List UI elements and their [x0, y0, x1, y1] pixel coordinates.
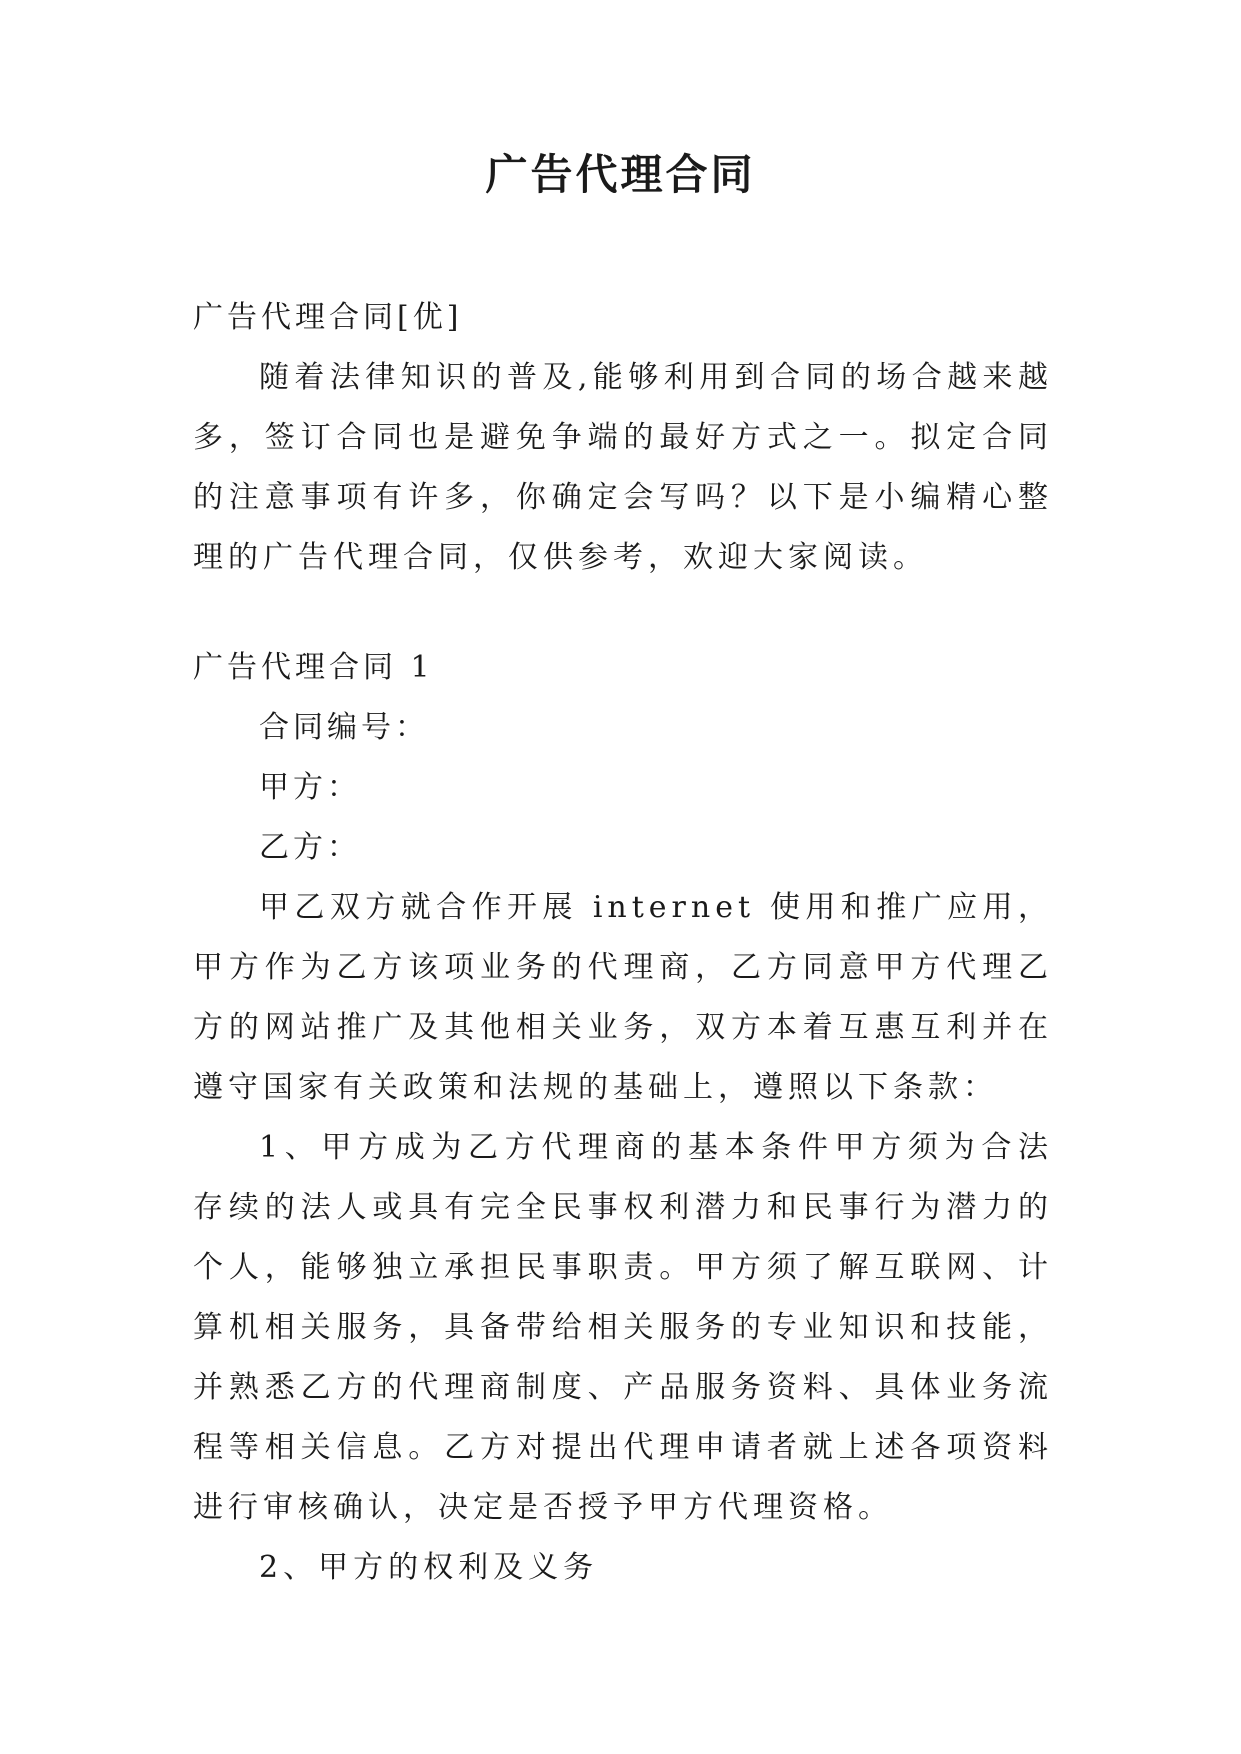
document-body [193, 288, 1053, 1598]
party-b-label: 乙方： [259, 830, 361, 865]
party-a-label: 甲方： [259, 770, 361, 805]
section-heading: 广告代理合同 1 [193, 650, 434, 685]
contract-number-label: 合同编号： [259, 710, 429, 745]
intro-paragraph: 随着法律知识的普及,能够利用到合同的场合越来越多，签订合同也是避免争端的最好方式之一。拟定合同的注意事项有许多，你确定会写吗？以下是小编精心整理的广告代理合同，仅供参考，欢迎大家阅读。 [193, 360, 1053, 575]
document-subtitle: 广告代理合同[优] [193, 300, 463, 335]
clause-2-heading: 2、甲方的权利及义务 [259, 1550, 599, 1585]
preamble-paragraph: 甲乙双方就合作开展 internet 使用和推广应用，甲方作为乙方该项业务的代理商，乙方同意甲方代理乙方的网站推广及其他相关业务，双方本着互惠互利并在遵守国家有关政策和法规的基础上，遵照以下条款： [193, 890, 1053, 1105]
clause-1-paragraph: 1、甲方成为乙方代理商的基本条件甲方须为合法存续的法人或具有完全民事权利潜力和民事行为潜力的个人，能够独立承担民事职责。甲方须了解互联网、计算机相关服务，具备带给相关服务的专业知识和技能，并熟悉乙方的代理商制度、产品服务资料、具体业务流程等相关信息。乙方对提出代理申请者就上述各项资料进行审核确认，决定是否授予甲方代理资格。 [193, 1130, 1053, 1525]
document-title: 广告代理合同 [485, 150, 756, 199]
